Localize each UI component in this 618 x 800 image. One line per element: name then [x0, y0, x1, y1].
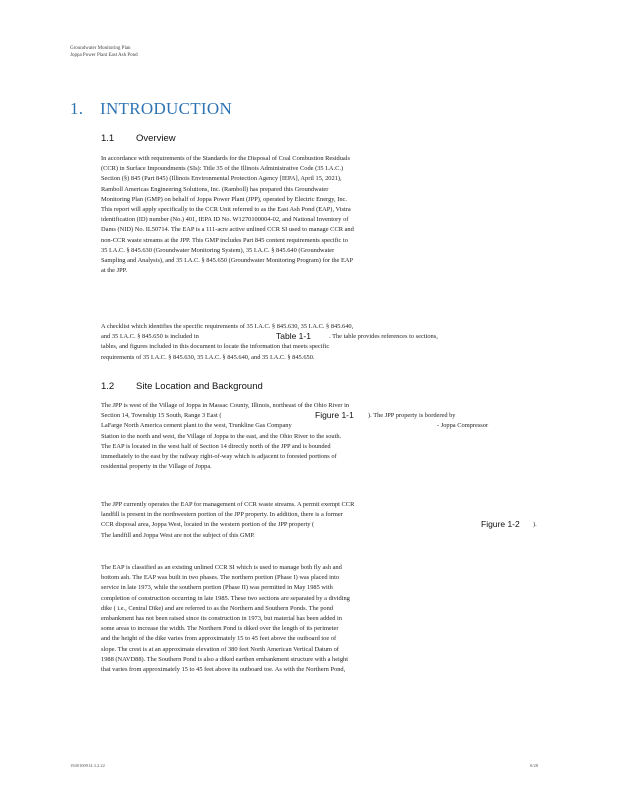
text-line: 35 I.A.C. § 845.630 (Groundwater Monitoring System), 35 I.A.C. § 845.640 (Groundwater: [101, 246, 335, 254]
figure-1-1-link[interactable]: Figure 1-1: [315, 410, 354, 421]
text-line: at the JPP.: [101, 267, 128, 275]
text-line: Station to the north and west, the Village of Joppa to the east, and the Ohio River to the south.: [101, 432, 342, 440]
text-line: Ramboll Americas Engineering Solutions, Inc. (Ramboll) has prepared this Groundwater: [101, 185, 329, 193]
paragraph-site-location: [101, 401, 551, 472]
text-line: The JPP currently operates the EAP for management of CCR waste streams. A permit exempt CCR: [101, 501, 355, 508]
text-line: [101, 421, 551, 431]
text-line: [101, 411, 551, 421]
text-line: and the height of the dike varies from approximately 15 to 45 feet above the outboard toe of: [101, 635, 337, 643]
paragraph-checklist: [101, 322, 551, 363]
subsection-title: Site Location and Background: [136, 381, 263, 392]
text-line: In accordance with requirements of the Standards for the Disposal of Coal Combustion Residuals: [101, 155, 351, 162]
text-line: immediately to the east by the railway right-of-way which is adjacent to forested portions of: [101, 452, 337, 460]
text-line: A checklist which identifies the specific requirements of 35 I.A.C. § 845.630, 35 I.A.C. § 845.640,: [101, 323, 354, 330]
paragraph-operations: [101, 500, 551, 541]
text-line: landfill is present in the northwestern portion of the JPP property. In addition, there is a former: [101, 511, 343, 519]
text-line: service in late 1973, while the southern portion (Phase II) was permitted in May 1985 with: [101, 584, 333, 592]
text-line: some areas to increase the width. The Northern Pond is diked over the length of its perimeter: [101, 625, 339, 633]
subsection-heading-overview: [101, 133, 176, 144]
text-fragment: Section 14, Township 15 South, Range 3 East (: [101, 412, 222, 420]
text-line: This report will apply specifically to the CCR Unit referred to as the East Ash Pond (EAP), Vistra: [101, 205, 351, 213]
text-line: residential property in the Village of Joppa.: [101, 463, 212, 471]
text-line: Sampling and Analysis), and 35 I.A.C. § 845.650 (Groundwater Monitoring Program) for the EAP: [101, 256, 354, 264]
text-line: that varies from approximately 15 to 45 feet above its outboard toe. As with the Northern Pond,: [101, 665, 346, 673]
text-line: [101, 520, 551, 530]
text-line: slope. The crest is at an approximate elevation of 380 feet North American Vertical Datum of: [101, 645, 339, 653]
text-line: Monitoring Plan (GMP) on behalf of Joppa Power Plant (JPP), operated by Electric Energy, Inc.: [101, 195, 347, 203]
text-line: Section (§) 845 (Part 845) (Illinois Environmental Protection Agency [IEPA], April 15, 2021),: [101, 175, 342, 183]
text-line: [101, 332, 551, 342]
section-title: INTRODUCTION: [100, 99, 233, 118]
text-line: identification (ID) number (No.) 401, IEPA ID No. W1270100004-02, and National Inventory of: [101, 216, 349, 224]
header-line-1: Groundwater Monitoring Plan: [70, 46, 131, 51]
text-line: completion of construction occurring in late 1985. These two sections are separated by a dividing: [101, 594, 350, 602]
text-line: The EAP is located in the west half of Section 14 directly north of the JPP and is bounded: [101, 442, 331, 450]
text-line: bottom ash. The EAP was built in two phases. The northern portion (Phase I) was placed into: [101, 574, 340, 582]
text-line: The JPP is west of the Village of Joppa in Massac County, Illinois, northeast of the Ohio River in: [101, 402, 350, 409]
text-line: requirements of 35 I.A.C. § 845.630, 35 I.A.C. § 845.640, and 35 I.A.C. § 845.650.: [101, 353, 315, 361]
text-fragment: and 35 I.A.C. § 845.650 is included in: [101, 333, 199, 341]
text-fragment: CCR disposal area, Joppa West, located in the western portion of the JPP property (: [101, 521, 315, 529]
subsection-number: 1.2: [101, 381, 115, 392]
text-line: tables, and figures included in this document to locate the information that meets specific: [101, 343, 330, 351]
text-line: non-CCR waste streams at the JPP. This GMP includes Part 845 content requirements specific to: [101, 236, 348, 244]
header-line-2: Joppa Power Plant East Ash Pond: [70, 53, 138, 58]
paragraph-eap-classification: [101, 563, 551, 675]
table-1-1-link[interactable]: Table 1-1: [276, 331, 311, 342]
text-line: The EAP is classified as an existing unlined CCR SI which is used to manage both fly ash and: [101, 564, 342, 571]
text-fragment: ). The JPP property is bordered by: [368, 412, 456, 420]
text-line: (CCR) in Surface Impoundments (SIs): Title 35 of the Illinois Administrative Code (35 I.A.C.): [101, 165, 344, 173]
text-fragment: ).: [533, 521, 537, 529]
section-number: 1.: [70, 99, 84, 118]
subsection-number: 1.1: [101, 133, 115, 144]
footer-page-number: 6/28: [530, 763, 539, 768]
text-fragment: - Joppa Compressor: [437, 422, 489, 430]
text-fragment: LaFarge North America cement plant to the west, Trunkline Gas Company: [101, 422, 292, 430]
text-line: dike ( i.e., Central Dike) and are referred to as the Northern and Southern Ponds. The pond: [101, 604, 334, 612]
running-header: [70, 45, 138, 59]
figure-1-2-link[interactable]: Figure 1-2: [481, 519, 520, 530]
paragraph-overview: [101, 154, 551, 276]
subsection-heading-site: [101, 381, 263, 392]
section-heading: [70, 99, 232, 119]
text-fragment: . The table provides references to sections,: [329, 333, 438, 341]
footer-document-id: 1940100914.3.2.22: [70, 763, 105, 768]
text-line: embankment has not been raised since its construction in 1973, but material has been added in: [101, 614, 343, 622]
text-line: Dams (NID) No. IL50714. The EAP is a 111-acre active unlined CCR SI used to manage CCR and: [101, 226, 354, 234]
subsection-title: Overview: [136, 133, 176, 144]
text-line: The landfill and Joppa West are not the subject of this GMP.: [101, 531, 255, 539]
text-line: 1988 (NAVD88). The Southern Pond is also a diked earthen embankment structure with a height: [101, 655, 348, 663]
